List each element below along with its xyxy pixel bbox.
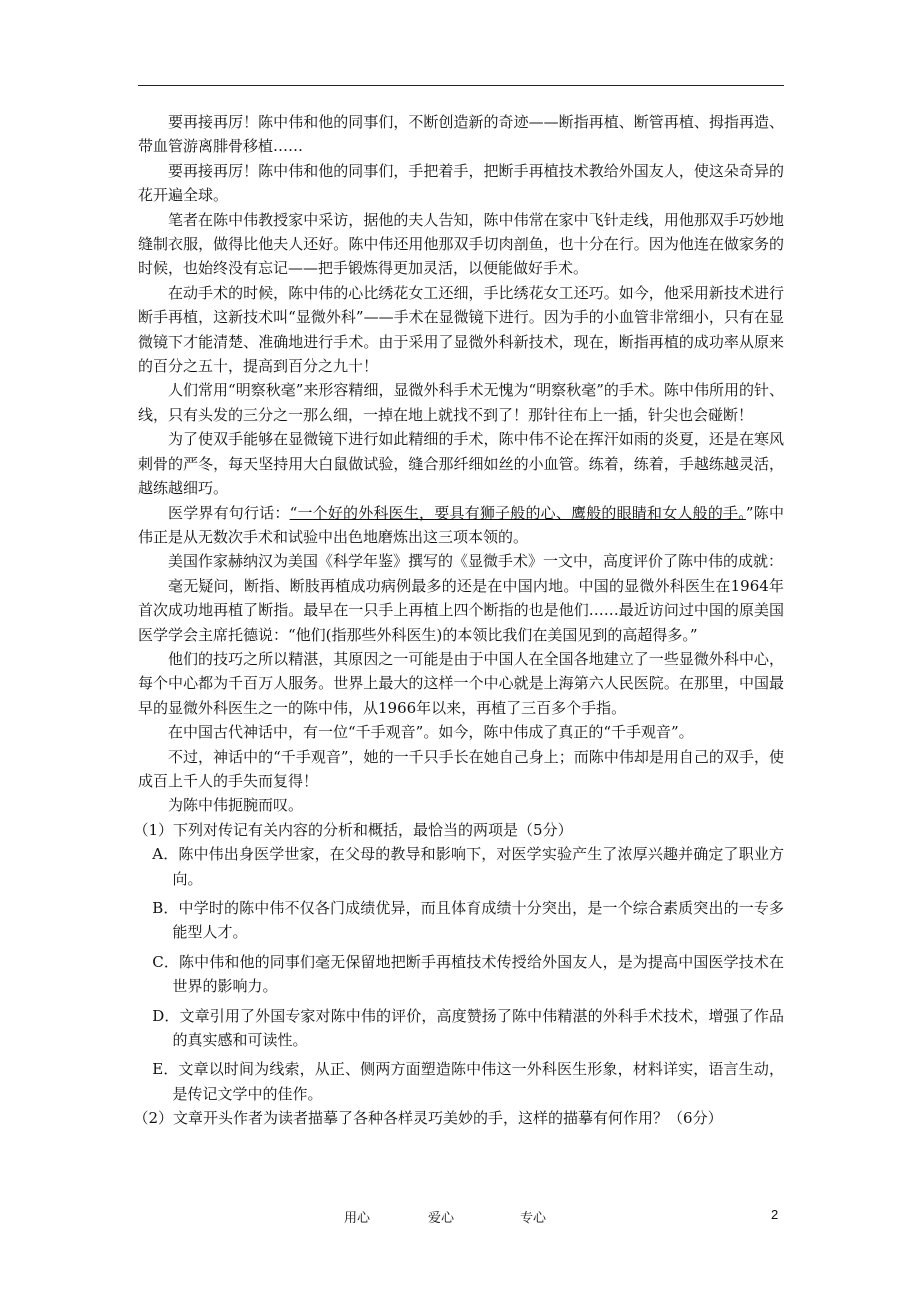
- option-c: C．陈中伟和他的同事们毫无保留地把断手再植技术传授给外国友人，是为提高中国医学技术在世界的影响力。: [152, 952, 784, 996]
- option-a: A．陈中伟出身医学世家，在父母的教导和影响下，对医学实验产生了浓厚兴趣并确定了职业方向。: [152, 845, 784, 888]
- page-footer: [0, 1207, 920, 1227]
- paragraph: 要再接再厉！陈中伟和他的同事们，不断创造新的奇迹——断指再植、断管再植、拇指再造、带血管游离腓骨移植……: [138, 113, 784, 156]
- paragraph: 不过，神话中的“千手观音”，她的一千只手长在她自己身上；而陈中伟却是用自己的双手，使成百上千人的手失而复得！: [138, 747, 784, 790]
- question-2: （2）文章开头作者为读者描摹了各种各样灵巧美妙的手，这样的描摹有何作用？（6分）: [133, 1109, 723, 1128]
- saying-prefix: 医学界有句行话：: [168, 503, 290, 522]
- header-rule: [138, 85, 784, 86]
- document-body: [133, 110, 784, 1131]
- paragraph: 为陈中伟扼腕而叹。: [168, 796, 304, 815]
- paragraph: 在动手术的时候，陈中伟的心比绣花女工还细，手比绣花女工还巧。如今，他采用新技术进行断手再植，这新技术叫“显微外科”——手术在显微镜下进行。因为手的小血管非常细小，只有在显微镜下才能清楚、准确地进行手术。由于采用了显微外科新技术，现在，断指再植的成功率从原来的百分之五十，提高到百分之九十！: [138, 283, 784, 376]
- footer-word-1: 用心: [344, 1211, 371, 1226]
- paragraph: 人们常用“明察秋毫”来形容精细，显微外科手术无愧为“明察秋毫”的手术。陈中伟所用的针、线，只有头发的三分之一那么细，一掉在地上就找不到了！那针往布上一插，针尖也会碰断！: [138, 381, 784, 424]
- paragraph: 他们的技巧之所以精湛，其原因之一可能是由于中国人在全国各地建立了一些显微外科中心，每个中心都为千百万人服务。世界上最大的这样一个中心就是上海第六人民医院。在那里，中国最早的显微外科医生之一的陈中伟，从1966年以来，再植了三百多个手指。: [138, 649, 784, 717]
- paragraph: 毫无疑问，断指、断肢再植成功病例最多的还是在中国内地。中国的显微外科医生在1964年首次成功地再植了断指。最早在一只手上再植上四个断指的也是他们……最近访问过中国的原美国医学学会主席托德说：“他们(指那些外科医生)的本领比我们在美国见到的高超得多。”: [138, 576, 784, 644]
- option-e: E．文章以时间为线索，从正、侧两方面塑造陈中伟这一外科医生形象，材料详实，语言生动，是传记文学中的佳作。: [152, 1060, 784, 1103]
- paragraph: 美国作家赫纳汉为美国《科学年鉴》撰写的《显微手术》一文中，高度评价了陈中伟的成就：: [168, 552, 784, 571]
- paragraph: 要再接再厉！陈中伟和他的同事们，手把着手，把断手再植技术教给外国友人，使这朵奇异的花开遍全球。: [138, 161, 784, 205]
- saying-suffix: ”陈中伟正是从无数次手术和试验中出色地磨炼出这三项本领的。: [138, 503, 784, 546]
- saying-quote: “一个好的外科医生，要具有狮子般的心、鹰般的眼睛和女人般的手。: [289, 503, 746, 522]
- paragraph: 笔者在陈中伟教授家中采访，据他的夫人告知，陈中伟常在家中飞针走线，用他那双手巧妙地缝制衣服，做得比他夫人还好。陈中伟还用他那双手切肉剖鱼，也十分在行。因为他连在做家务的时候，也始终没有忘记——把手锻炼得更加灵活，以便能做好手术。: [138, 210, 784, 278]
- paragraph: 为了使双手能够在显微镜下进行如此精细的手术，陈中伟不论在挥汗如雨的炎夏，还是在寒风刺骨的严冬，每天坚持用大白鼠做试验，缝合那纤细如丝的小血管。练着，练着，手越练越灵活，越练越细巧。: [138, 430, 784, 498]
- footer-word-3: 专心: [520, 1211, 547, 1226]
- question-1-stem: （1）下列对传记有关内容的分析和概括，最恰当的两项是（5分）: [133, 820, 573, 839]
- option-b: B．中学时的陈中伟不仅各门成绩优异，而且体育成绩十分突出，是一个综合素质突出的一专多能型人才。: [152, 899, 784, 942]
- footer-word-2: 爱心: [428, 1211, 455, 1226]
- option-d: D．文章引用了外国专家对陈中伟的评价，高度赞扬了陈中伟精湛的外科手术技术，增强了作品的真实感和可读性。: [152, 1006, 784, 1050]
- saying-paragraph: [138, 501, 784, 550]
- page-number: 2: [771, 1207, 779, 1222]
- paragraph: 在中国古代神话中，有一位“千手观音”。如今，陈中伟成了真正的“千手观音”。: [168, 723, 694, 742]
